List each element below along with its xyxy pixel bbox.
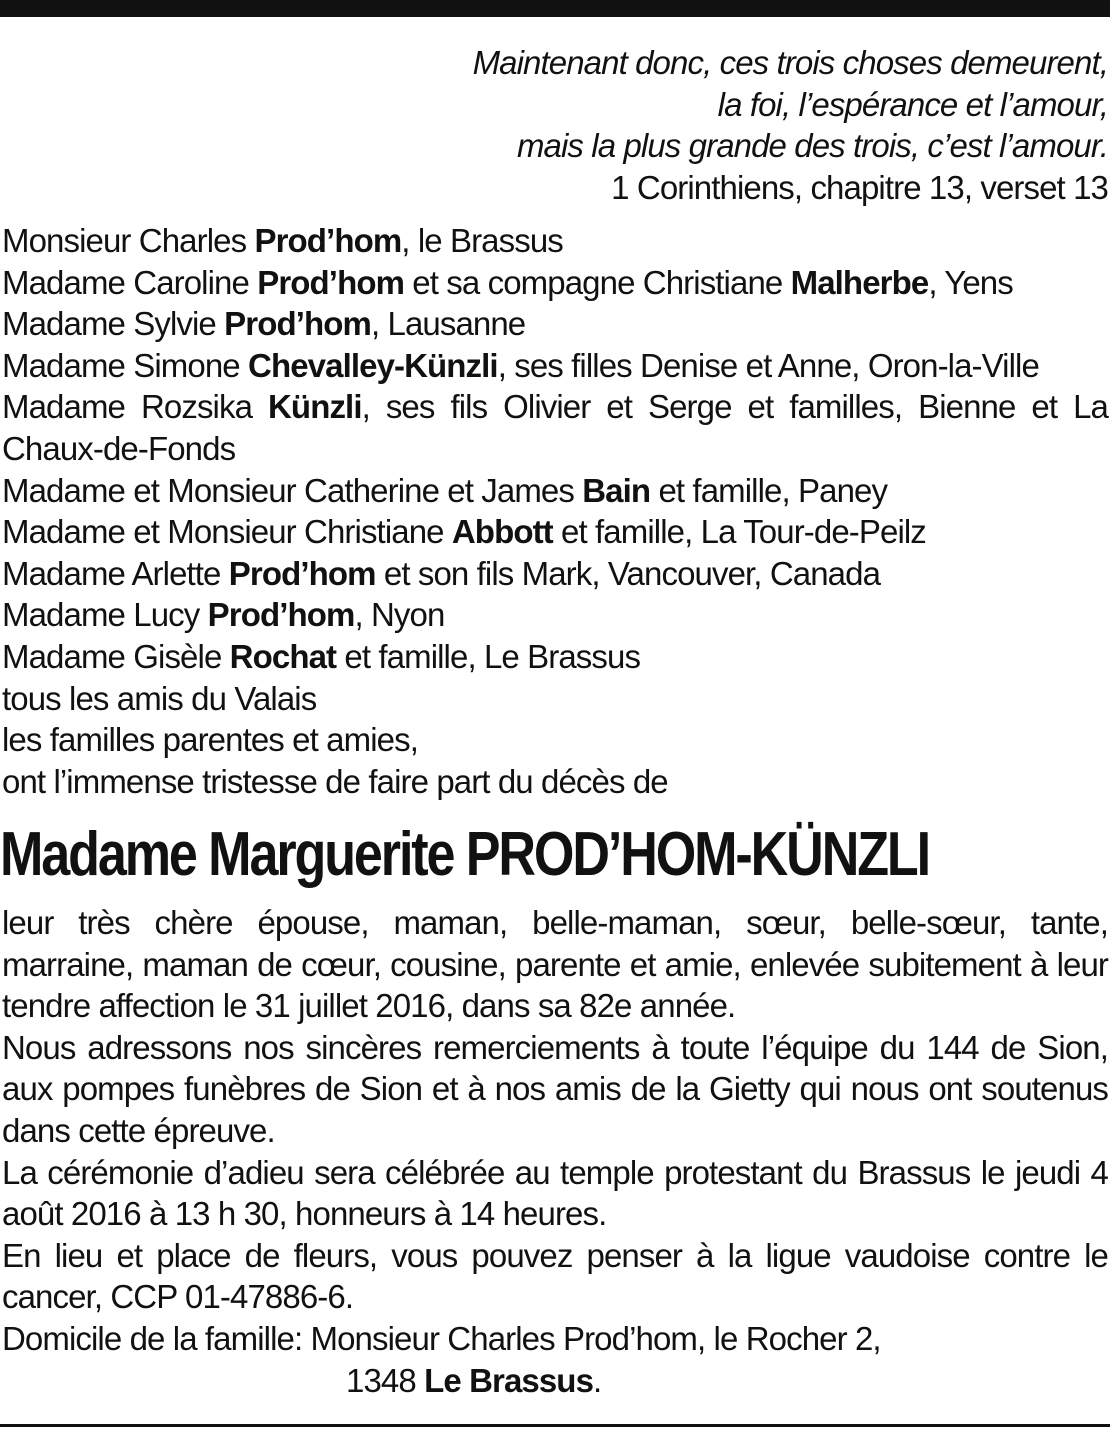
deceased-name: Madame Marguerite PROD’HOM-KÜNZLI	[0, 820, 930, 889]
family-member: Madame et Monsieur Catherine et James Bain et famille, Paney	[2, 471, 888, 509]
family-member: Madame Arlette Prod’hom et son fils Mark, Vancouver, Canada	[2, 554, 881, 592]
family-line: les familles parentes et amies,	[2, 721, 418, 759]
verse-line: Maintenant donc, ces trois choses demeurent,	[472, 44, 1108, 81]
thanks-paragraph: Nous adressons nos sincères remerciements à toute l’équipe du 144 de Sion, aux pompes funèbres de Sion et à nos amis de la Gietty qui nous ont soutenus dans cette épreuve.	[2, 1028, 1108, 1149]
top-rule	[0, 0, 1110, 17]
family-member: Madame Rozsika Künzli, ses fils Olivier et Serge et familles, Bienne et La Chaux-de-Fonds	[2, 388, 1108, 467]
family-address: Domicile de la famille: Monsieur Charles Prod’hom, le Rocher 2,	[2, 1319, 881, 1357]
verse-reference: 1 Corinthiens, chapitre 13, verset 13	[611, 168, 1108, 206]
obituary-body	[2, 902, 1108, 1401]
obituary-paragraph: leur très chère épouse, maman, belle-maman, sœur, belle-sœur, tante, marraine, maman de cœur, cousine, parente et amie, enlevée subitement à leur tendre affection le 31 juillet 2016, dans sa 82e année.	[2, 904, 1108, 1025]
bottom-rule	[0, 1424, 1110, 1427]
announcement-line: ont l’immense tristesse de faire part du décès de	[2, 762, 668, 800]
bible-verse	[2, 42, 1108, 208]
donation-paragraph: En lieu et place de fleurs, vous pouvez penser à la ligue vaudoise contre le cancer, CCP 01-47886-6.	[2, 1236, 1108, 1316]
family-member: Madame Gisèle Rochat et famille, Le Brassus	[2, 637, 641, 675]
ceremony-paragraph: La cérémonie d’adieu sera célébrée au temple protestant du Brassus le jeudi 4 août 2016 à 13 h 30, honneurs à 14 heures.	[2, 1153, 1108, 1233]
verse-line: mais la plus grande des trois, c’est l’amour.	[516, 127, 1108, 165]
family-member: Madame Simone Chevalley-Künzli, ses filles Denise et Anne, Oron-la-Ville	[2, 346, 1039, 384]
family-line: tous les amis du Valais	[2, 679, 317, 717]
family-member: Madame Lucy Prod’hom, Nyon	[2, 596, 445, 634]
family-member: Monsieur Charles Prod’hom, le Brassus	[2, 222, 563, 259]
family-member: Madame Sylvie Prod’hom, Lausanne	[2, 305, 526, 343]
family-member: Madame et Monsieur Christiane Abbott et famille, La Tour-de-Peilz	[2, 513, 926, 551]
family-address-city: 1348 Le Brassus.	[346, 1361, 602, 1399]
verse-line: la foi, l’espérance et l’amour,	[717, 85, 1108, 123]
family-list	[2, 220, 1108, 802]
family-member: Madame Caroline Prod’hom et sa compagne Christiane Malherbe, Yens	[2, 263, 1013, 301]
